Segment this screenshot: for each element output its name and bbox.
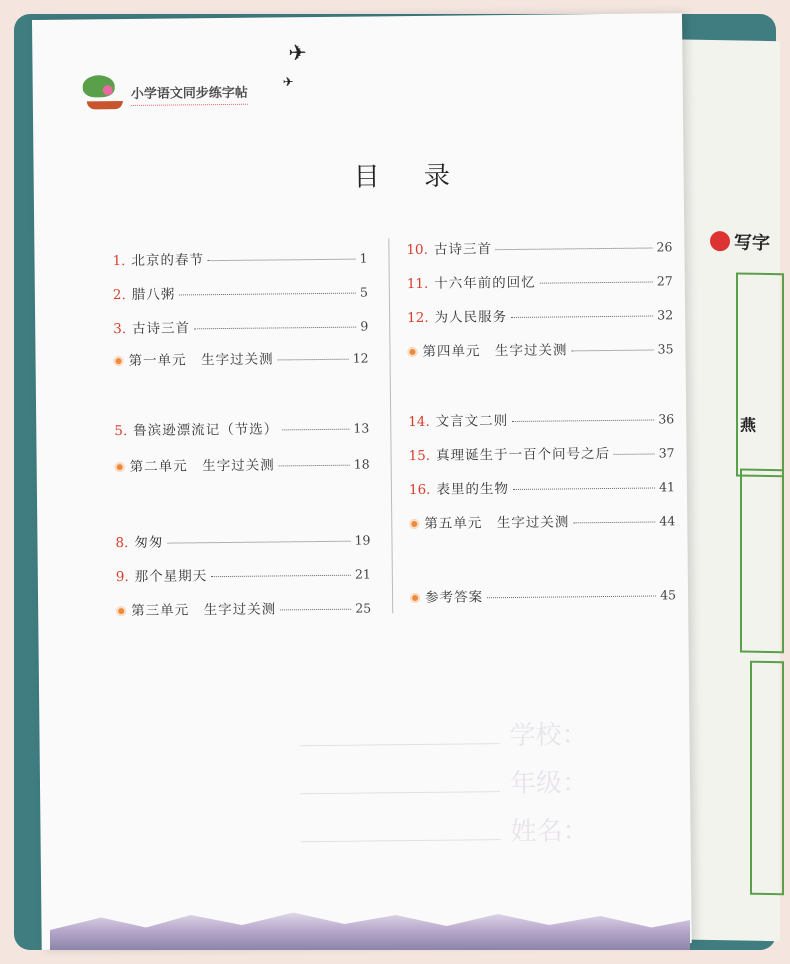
toc-entry-unit-test[interactable]: 第四单元 生字过关测 35: [407, 337, 673, 360]
toc-entry[interactable]: 9. 那个星期天 21: [115, 566, 371, 586]
watermark-line: [300, 791, 500, 794]
flower-bullet-icon: [407, 347, 417, 357]
lotus-boat-logo-icon: [81, 71, 127, 117]
flower-bullet-icon: [409, 519, 419, 529]
toc-page: [32, 13, 692, 950]
toc-entry[interactable]: 15. 真理诞生于一百个问号之后 37: [408, 445, 675, 465]
next-page-tab: 写字: [710, 228, 770, 255]
next-page-green-box-3: [750, 661, 784, 896]
toc-entry[interactable]: 16. 表里的生物 41: [408, 479, 676, 499]
toc-entry[interactable]: 3. 古诗三首 9: [113, 318, 369, 338]
toc-entry[interactable]: 12. 为人民服务 32: [407, 307, 674, 327]
toc-entry[interactable]: 8. 匆匆 19: [115, 532, 371, 552]
watermark-school: 学校：: [509, 720, 588, 752]
next-page-bold-char: 燕: [740, 415, 757, 435]
toc-entry[interactable]: 11. 十六年前的回忆 27: [406, 273, 673, 293]
next-page-green-box-1: [736, 272, 784, 477]
toc-entry-unit-test[interactable]: 第一单元 生字过关测 12: [113, 346, 368, 369]
toc-entry-unit-test[interactable]: 第五单元 生字过关测 44: [409, 509, 675, 532]
header-title: 小学语文同步练字帖: [131, 81, 248, 105]
column-divider: [388, 238, 393, 613]
toc-right-column: [406, 235, 677, 606]
watermark-line: [300, 743, 500, 746]
watermark-line: [301, 839, 501, 842]
toc-entry[interactable]: 2. 腊八粥 5: [112, 284, 368, 304]
flower-bullet-icon: [114, 356, 124, 366]
next-page-green-box-2: [740, 469, 784, 654]
toc-entry[interactable]: 10. 古诗三首 26: [406, 239, 673, 259]
swallow-icon: ✈: [288, 41, 307, 67]
toc-entry[interactable]: 5. 鲁滨逊漂流记（节选） 13: [114, 420, 370, 440]
flower-bullet-icon: [410, 593, 420, 603]
toc-title: 目 录: [353, 161, 469, 193]
watermark-name: 姓名：: [510, 816, 589, 848]
toc-entry-answers[interactable]: 参考答案 45: [410, 583, 676, 606]
flower-bullet-icon: [115, 462, 125, 472]
header: [81, 70, 248, 118]
swallow-small-icon: ✈: [282, 75, 294, 91]
toc-entry-unit-test[interactable]: 第二单元 生字过关测 18: [115, 452, 370, 475]
watermark-grade: 年级：: [509, 768, 589, 800]
toc-left-column: [112, 247, 372, 619]
toc-entry-unit-test[interactable]: 第三单元 生字过关测 25: [116, 596, 371, 619]
toc-entry[interactable]: 1. 北京的春节 1: [112, 250, 368, 270]
flower-bullet-icon: [116, 606, 126, 616]
toc-entry[interactable]: 14. 文言文二则 36: [408, 411, 675, 431]
opera-mask-icon: [710, 231, 730, 251]
